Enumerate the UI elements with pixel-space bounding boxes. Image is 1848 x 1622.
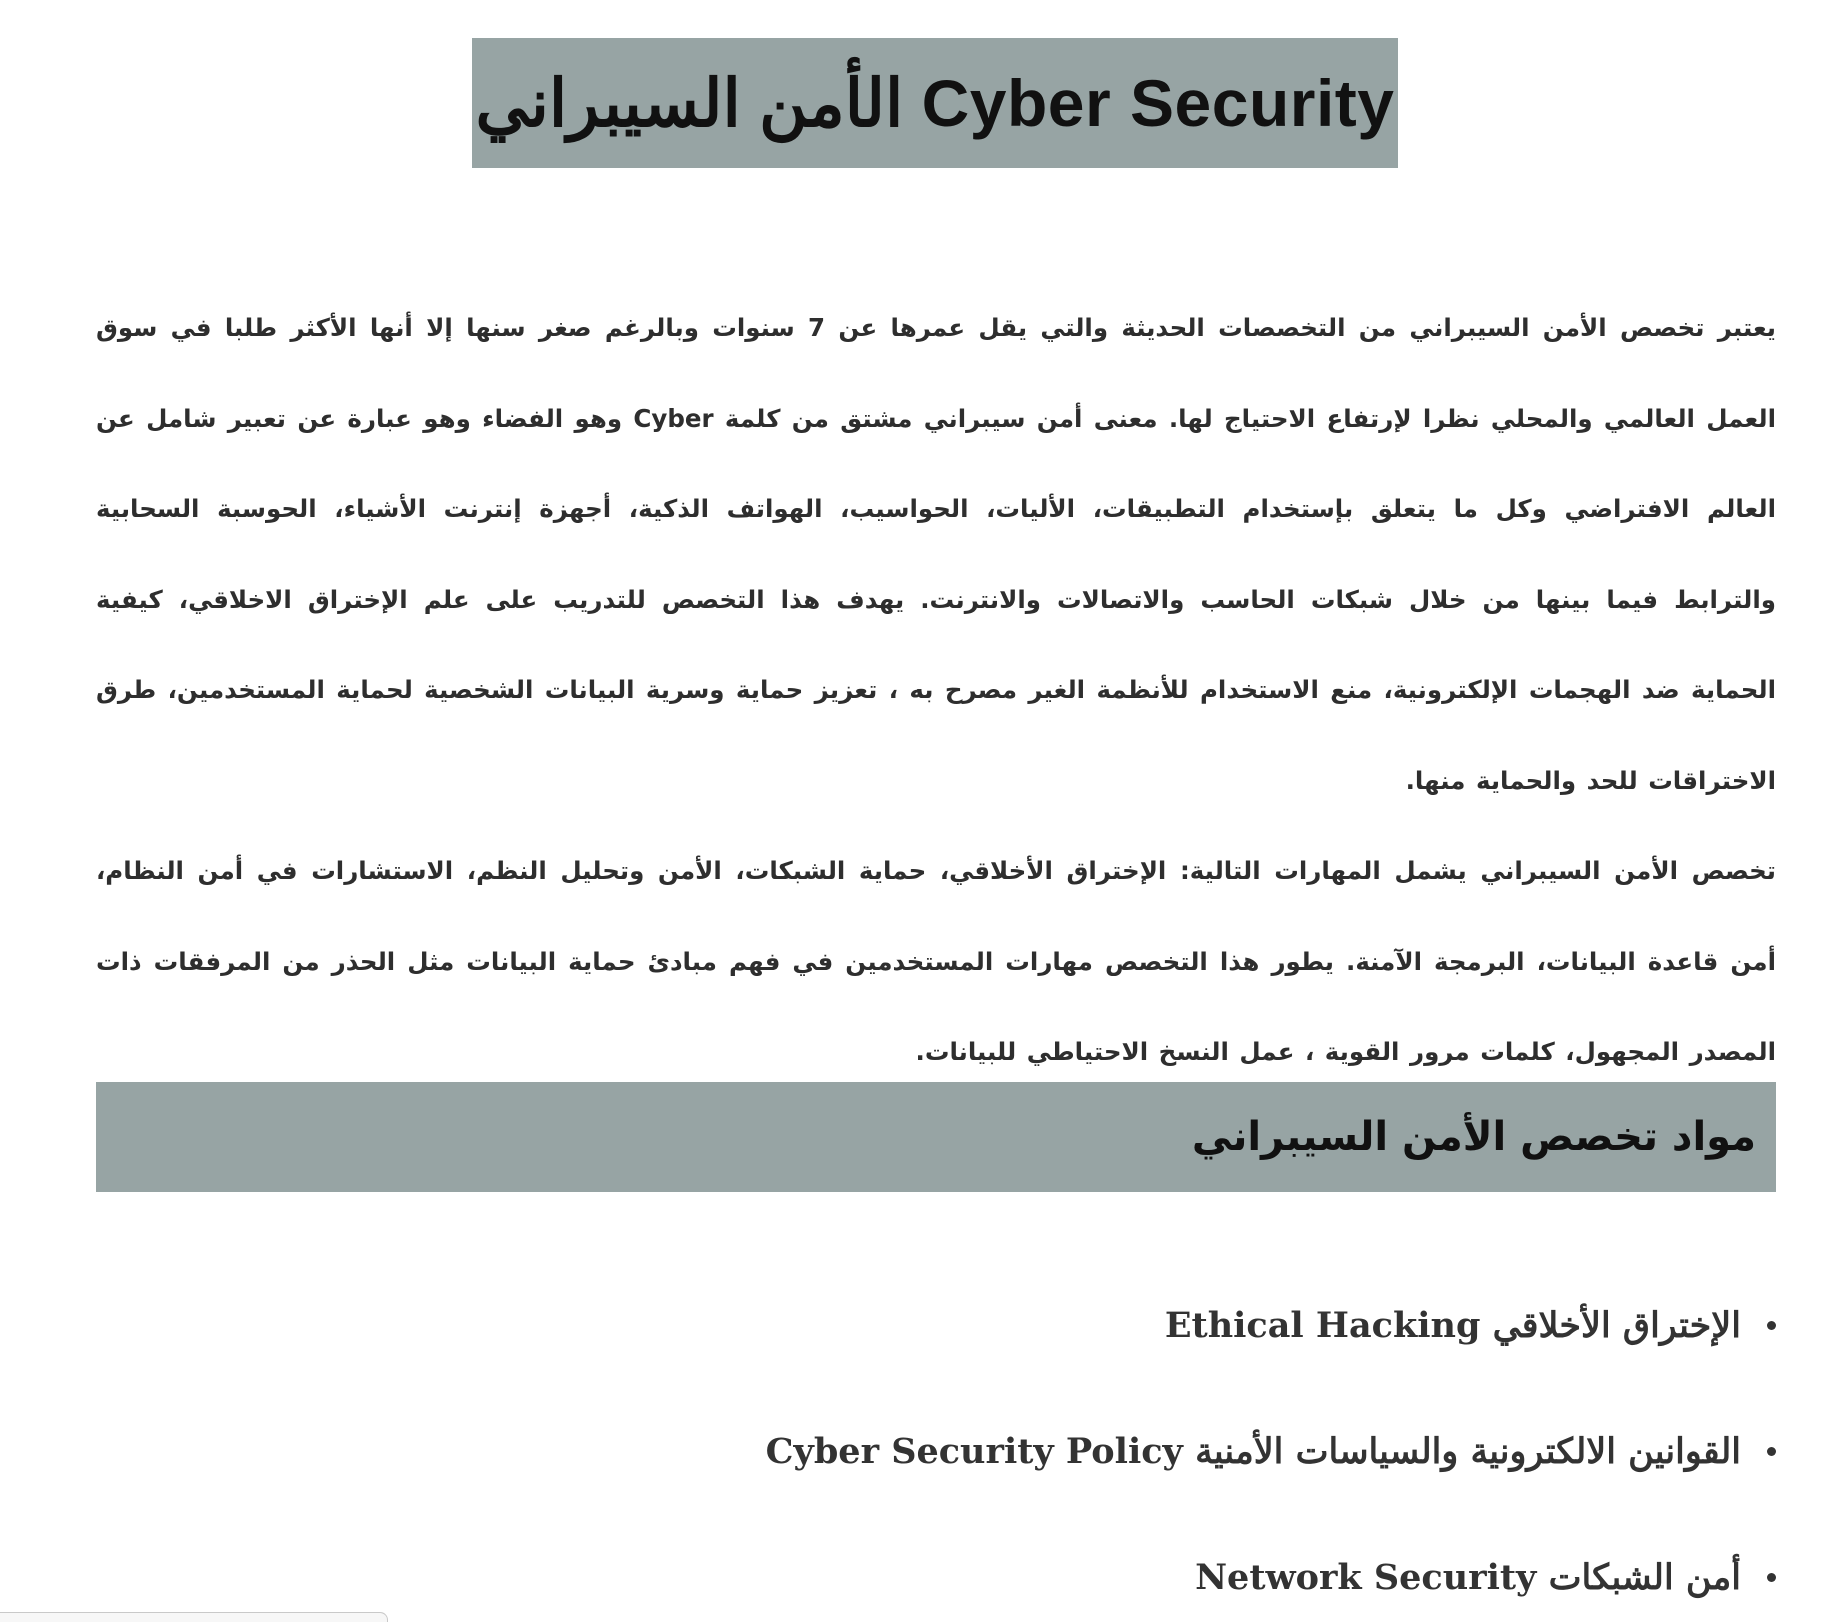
list-item: [766, 1388, 1776, 1514]
bullet-icon: [1767, 1447, 1776, 1456]
page-title: الأمن السيبراني Cyber Security: [475, 65, 1395, 140]
list-item: [766, 1514, 1776, 1622]
subject-label: الإختراق الأخلاقي Ethical Hacking: [1164, 1304, 1741, 1346]
subjects-list: [766, 1262, 1776, 1622]
bullet-icon: [1767, 1321, 1776, 1330]
section-heading-banner: [96, 1082, 1776, 1192]
intro-section: [96, 283, 1776, 1098]
subject-label: أمن الشبكات Network Security: [1195, 1556, 1741, 1598]
subject-label: القوانين الالكترونية والسياسات الأمنية Cyber Security Policy: [765, 1430, 1741, 1472]
bullet-icon: [1767, 1573, 1776, 1582]
section-heading: مواد تخصص الأمن السيبراني: [1191, 1114, 1756, 1160]
intro-paragraph-2: تخصص الأمن السيبراني يشمل المهارات التالية: الإختراق الأخلاقي، حماية الشبكات، الأمن وتحليل النظم، الاستشارات في أمن النظام، أمن قاعدة البيانات، البرمجة الآمنة. يطور هذا التخصص مهارات المستخدمين في فهم مبادئ حماية البيانات مثل الحذر من المرفقات ذات المصدر المجهول، كلمات مرور القوية ، عمل النسخ الاحتياطي للبيانات.: [96, 856, 1776, 1066]
bottom-left-panel-edge: [0, 1612, 388, 1622]
intro-paragraph-1: يعتبر تخصص الأمن السيبراني من التخصصات الحديثة والتي يقل عمرها عن 7 سنوات وبالرغم صغر سنها إلا أنها الأكثر طلبا في سوق العمل العالمي والمحلي نظرا لإرتفاع الاحتياج لها. معنى أمن سيبراني مشتق من كلمة Cyber وهو الفضاء وهو عبارة عن تعبير شامل عن العالم الافتراضي وكل ما يتعلق بإستخدام التطبيقات، الأليات، الحواسيب، الهواتف الذكية، أجهزة إنترنت الأشياء، الحوسبة السحابية والترابط فيما بينها من خلال شبكات الحاسب والاتصالات والانترنت. يهدف هذا التخصص للتدريب على علم الإختراق الاخلاقي، كيفية الحماية ضد الهجمات الإلكترونية، منع الاستخدام للأنظمة الغير مصرح به ، تعزيز حماية وسرية البيانات الشخصية لحماية المستخدمين، طرق الاختراقات للحد والحماية منها.: [96, 313, 1776, 795]
list-item: [766, 1262, 1776, 1388]
page-title-banner: [472, 38, 1398, 168]
